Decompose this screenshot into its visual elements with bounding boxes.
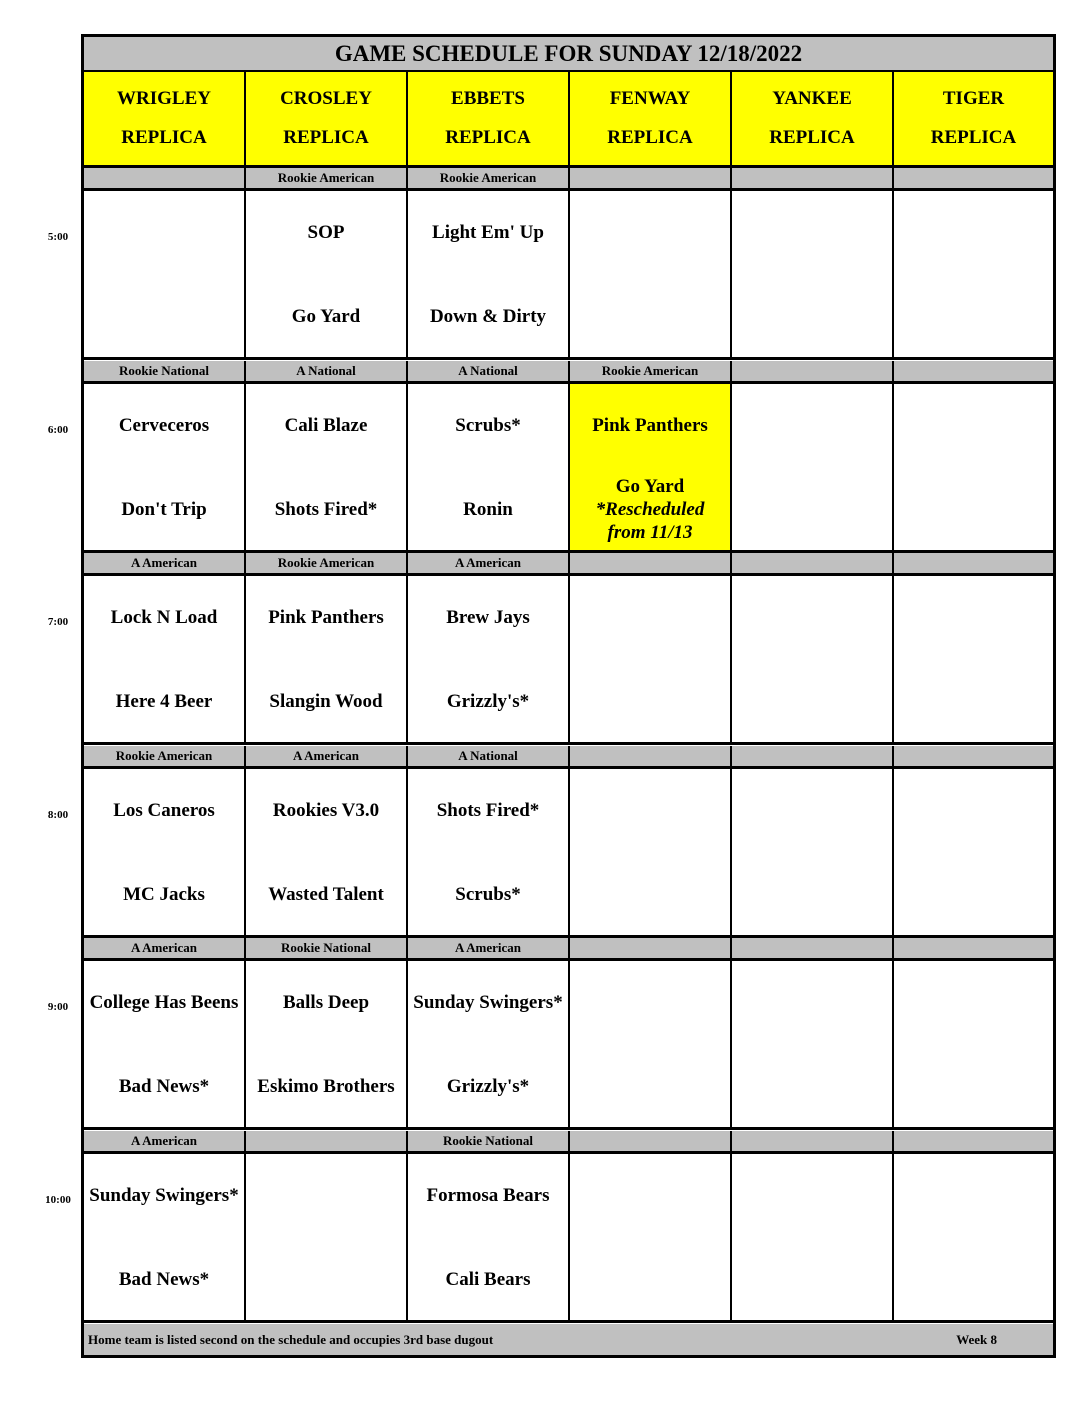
away-team: Brew Jays <box>446 607 530 628</box>
game-cell <box>84 576 246 745</box>
division-label <box>894 1131 1053 1154</box>
home-team: Cali Bears <box>445 1269 531 1290</box>
division-label: A National <box>408 746 570 769</box>
away-team: Formosa Bears <box>426 1185 550 1206</box>
time-slot-label: 9:00 <box>47 1001 69 1013</box>
division-label <box>246 1131 408 1154</box>
division-label <box>732 168 894 191</box>
division-label <box>570 168 732 191</box>
field-type: REPLICA <box>445 127 531 148</box>
game-cell <box>732 1154 894 1323</box>
time-slot-label: 10:00 <box>45 1194 71 1206</box>
away-team: Cerveceros <box>118 415 210 436</box>
division-label: Rookie American <box>246 168 408 191</box>
away-team: Sunday Swingers* <box>89 1185 239 1206</box>
time-slot-label: 8:00 <box>47 809 69 821</box>
field-name: EBBETS <box>451 88 525 109</box>
game-cell <box>408 961 570 1130</box>
game-cell <box>570 191 732 360</box>
division-label <box>894 938 1053 961</box>
time-slot-label: 6:00 <box>47 424 69 436</box>
game-cell <box>894 384 1053 553</box>
home-team-block <box>570 475 730 544</box>
division-label: Rookie National <box>408 1131 570 1154</box>
game-cell <box>246 961 408 1130</box>
away-team: Lock N Load <box>110 607 218 628</box>
home-team: Slangin Wood <box>269 691 383 712</box>
field-header-tiger <box>894 72 1053 168</box>
away-team: Rookies V3.0 <box>272 800 380 821</box>
away-team: Pink Panthers <box>592 415 708 436</box>
home-team: Grizzly's* <box>446 1076 530 1097</box>
home-team: Bad News* <box>118 1269 210 1290</box>
division-label: A National <box>408 361 570 384</box>
division-label: A American <box>84 1131 246 1154</box>
division-label: Rookie American <box>246 553 408 576</box>
time-slot-label: 7:00 <box>47 616 69 628</box>
home-team: Eskimo Brothers <box>257 1076 395 1097</box>
division-label <box>570 1131 732 1154</box>
home-team: Scrubs* <box>455 884 521 905</box>
game-cell <box>246 769 408 938</box>
field-name: FENWAY <box>609 88 691 109</box>
field-name: WRIGLEY <box>117 88 211 109</box>
home-team: MC Jacks <box>123 884 205 905</box>
division-label <box>894 361 1053 384</box>
page-title: GAME SCHEDULE FOR SUNDAY 12/18/2022 <box>84 37 1053 72</box>
home-team: Down & Dirty <box>429 306 547 327</box>
field-name: YANKEE <box>772 88 852 109</box>
game-cell <box>732 576 894 745</box>
game-cell <box>246 191 408 360</box>
game-cell <box>732 384 894 553</box>
schedule-sheet <box>81 34 1056 1358</box>
game-cell <box>84 961 246 1130</box>
division-label: Rookie National <box>84 361 246 384</box>
division-label <box>732 938 894 961</box>
away-team: College Has Beens <box>89 992 239 1013</box>
game-cell <box>570 384 732 553</box>
field-type: REPLICA <box>607 127 693 148</box>
field-header-yankee <box>732 72 894 168</box>
field-type: REPLICA <box>930 127 1017 148</box>
division-label <box>732 361 894 384</box>
game-cell <box>246 384 408 553</box>
division-label: A American <box>84 553 246 576</box>
week-label: Week 8 <box>956 1332 997 1347</box>
game-cell <box>732 769 894 938</box>
home-team: Ronin <box>463 499 513 520</box>
field-type: REPLICA <box>769 127 855 148</box>
game-cell <box>408 769 570 938</box>
field-header-fenway <box>570 72 732 168</box>
game-cell <box>894 961 1053 1130</box>
division-label <box>732 553 894 576</box>
game-cell <box>408 191 570 360</box>
game-cell <box>570 576 732 745</box>
division-label <box>84 168 246 191</box>
away-team: Light Em' Up <box>432 222 544 243</box>
division-label: A American <box>408 938 570 961</box>
game-cell <box>732 961 894 1130</box>
footer-note: Home team is listed second on the schedule and occupies 3rd base dugout <box>88 1332 494 1347</box>
home-team: Bad News* <box>118 1076 210 1097</box>
game-cell <box>408 576 570 745</box>
game-cell <box>570 961 732 1130</box>
division-label: Rookie American <box>570 361 732 384</box>
home-team: Go Yard <box>291 306 361 327</box>
division-label <box>894 553 1053 576</box>
division-label: Rookie American <box>408 168 570 191</box>
game-cell <box>894 769 1053 938</box>
field-header-wrigley <box>84 72 246 168</box>
game-cell <box>84 1154 246 1323</box>
field-name: CROSLEY <box>280 88 372 109</box>
division-label: A American <box>246 746 408 769</box>
away-team: Balls Deep <box>282 992 370 1013</box>
game-cell <box>894 191 1053 360</box>
division-label <box>732 1131 894 1154</box>
division-label: Rookie American <box>84 746 246 769</box>
division-label: A National <box>246 361 408 384</box>
away-team: Shots Fired* <box>436 800 540 821</box>
away-team: Pink Panthers <box>268 607 384 628</box>
field-type: REPLICA <box>121 127 207 148</box>
field-header-crosley <box>246 72 408 168</box>
home-team: Shots Fired* <box>274 499 378 520</box>
game-cell <box>408 1154 570 1323</box>
reschedule-date: from 11/13 <box>607 522 693 543</box>
division-label <box>732 746 894 769</box>
division-label: A American <box>84 938 246 961</box>
division-label <box>894 746 1053 769</box>
field-type: REPLICA <box>283 127 369 148</box>
game-cell <box>84 769 246 938</box>
field-header-ebbets <box>408 72 570 168</box>
home-team: Don't Trip <box>121 499 207 520</box>
game-cell <box>570 1154 732 1323</box>
game-cell <box>894 1154 1053 1323</box>
game-cell <box>246 1154 408 1323</box>
away-team: Cali Blaze <box>284 415 368 436</box>
division-label: A American <box>408 553 570 576</box>
division-label <box>894 168 1053 191</box>
footer-bar <box>84 1324 1053 1355</box>
home-team: Here 4 Beer <box>115 691 213 712</box>
game-cell <box>408 384 570 553</box>
time-slot-label: 5:00 <box>47 231 69 243</box>
reschedule-note: *Rescheduled <box>595 499 705 520</box>
away-team: Scrubs* <box>455 415 521 436</box>
away-team: Los Caneros <box>113 800 215 821</box>
division-label <box>570 553 732 576</box>
away-team: SOP <box>307 222 345 243</box>
game-cell <box>246 576 408 745</box>
division-label <box>570 938 732 961</box>
home-team: Grizzly's* <box>446 691 530 712</box>
game-cell <box>570 769 732 938</box>
home-team: Wasted Talent <box>268 884 384 905</box>
game-cell <box>84 191 246 360</box>
game-cell <box>84 384 246 553</box>
home-team: Go Yard <box>615 476 685 497</box>
field-name: TIGER <box>942 88 1005 109</box>
division-label <box>570 746 732 769</box>
away-team: Sunday Swingers* <box>413 992 563 1013</box>
division-label: Rookie National <box>246 938 408 961</box>
game-cell <box>732 191 894 360</box>
game-cell <box>894 576 1053 745</box>
